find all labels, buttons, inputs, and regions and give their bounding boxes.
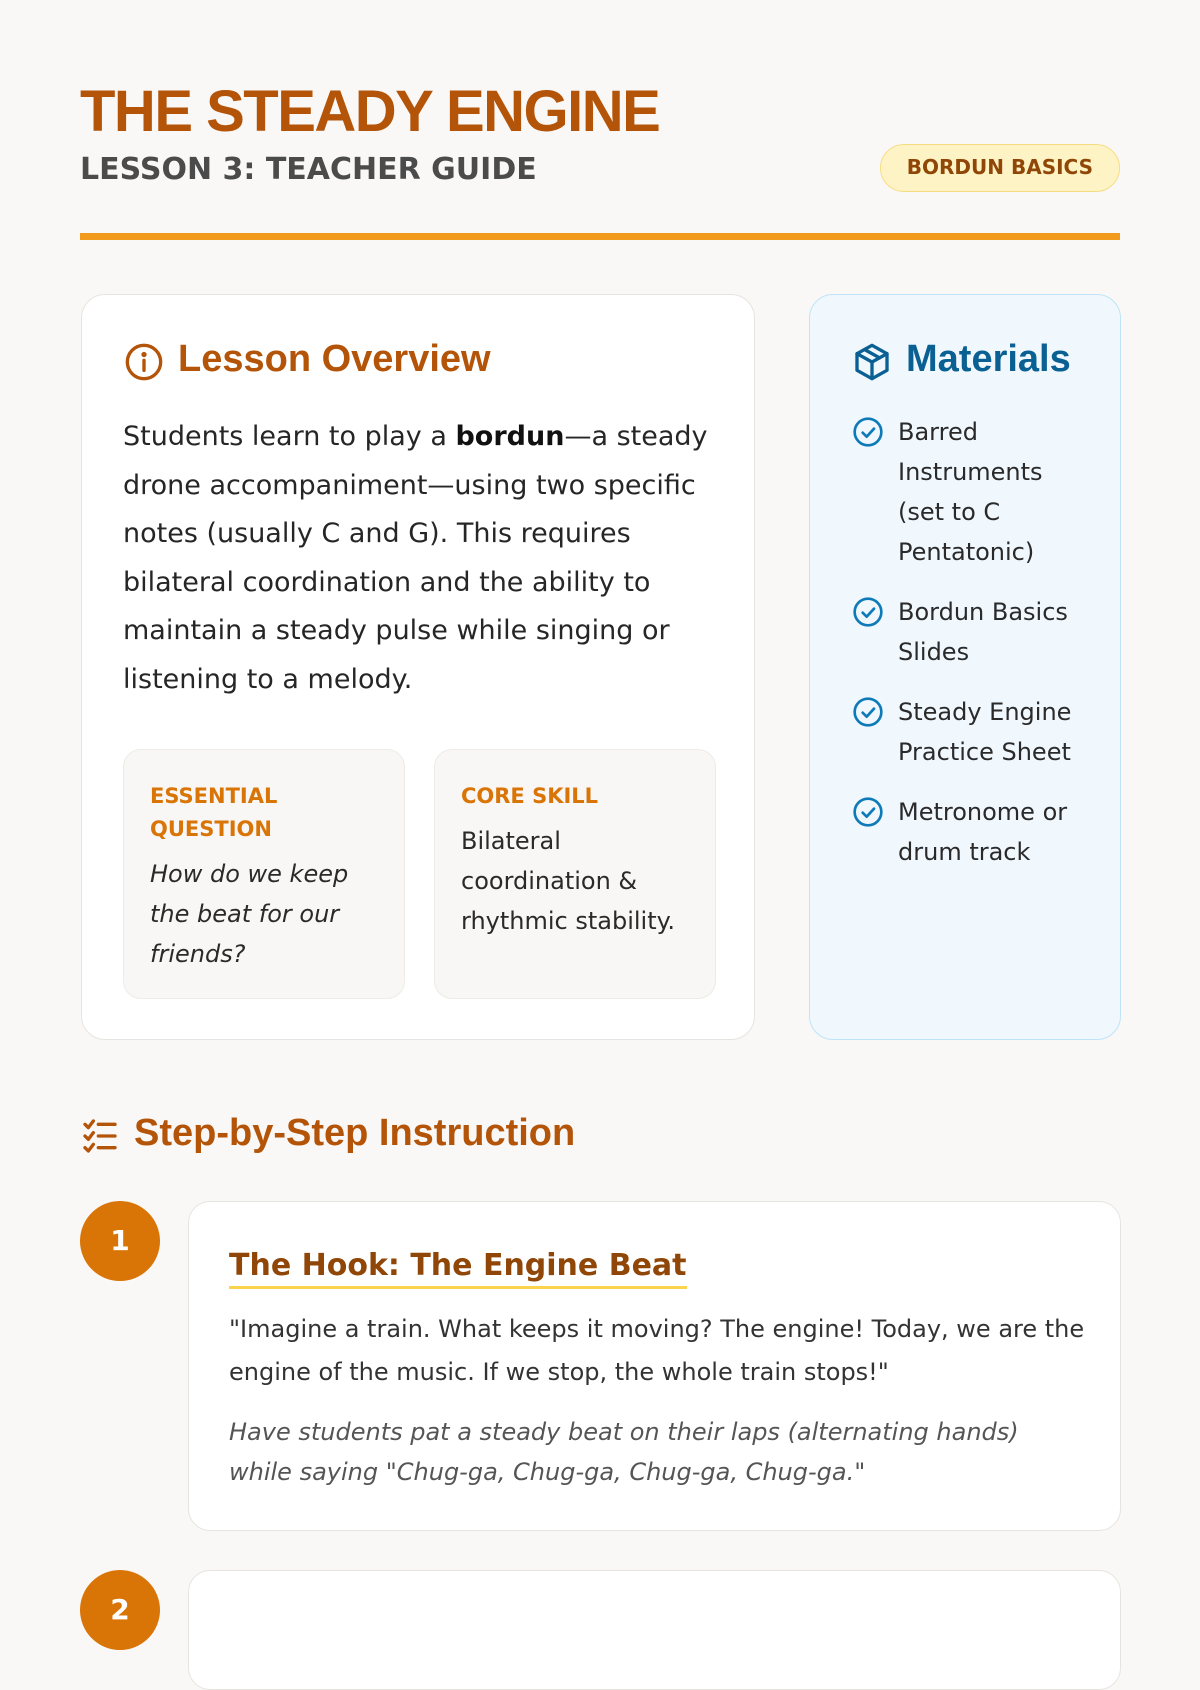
core-skill-label: CORE SKILL xyxy=(461,784,599,808)
check-circle-icon xyxy=(852,416,884,448)
materials-heading xyxy=(852,336,1071,382)
step-card xyxy=(188,1201,1121,1531)
essential-question-text: How do we keep the beat for our friends? xyxy=(150,860,349,968)
materials-list xyxy=(852,412,1092,892)
instruction-title: Step-by-Step Instruction xyxy=(134,1112,576,1154)
checklist-icon xyxy=(80,1116,120,1156)
essential-question-label: ESSENTIAL QUESTION xyxy=(150,784,278,841)
list-item xyxy=(852,692,1092,772)
step-number-badge: 1 xyxy=(80,1201,160,1281)
material-label: Metronome or drum track xyxy=(898,798,1068,866)
check-circle-icon xyxy=(852,696,884,728)
box-icon xyxy=(852,342,892,382)
info-circle-icon xyxy=(124,342,164,382)
overview-bold-term: bordun xyxy=(455,421,565,452)
materials-title: Materials xyxy=(906,338,1071,380)
overview-text-end: —a steady drone accompaniment—using two specific notes (usually C and G). This requires bilateral coordination and the ability to maintain a steady pulse while singing or listening to a melody. xyxy=(123,421,708,695)
material-label: Bordun Basics Slides xyxy=(898,598,1068,666)
lesson-overview-heading xyxy=(124,336,491,382)
step-title: The Hook: The Engine Beat xyxy=(229,1246,687,1289)
page-subtitle: LESSON 3: TEACHER GUIDE xyxy=(80,152,537,187)
material-label: Steady Engine Practice Sheet xyxy=(898,698,1072,766)
lesson-overview-title: Lesson Overview xyxy=(178,338,491,380)
list-item xyxy=(852,592,1092,672)
step-quote: "Imagine a train. What keeps it moving? The engine! Today, we are the engine of the music. If we stop, the whole train stops!" xyxy=(229,1315,1085,1386)
step-card xyxy=(188,1570,1121,1690)
header xyxy=(80,79,1120,187)
lesson-overview-card xyxy=(81,294,755,1040)
essential-question-box xyxy=(123,749,405,999)
materials-card xyxy=(809,294,1121,1040)
page-title: THE STEADY ENGINE xyxy=(80,79,660,144)
overview-text-start: Students learn to play a xyxy=(123,421,456,452)
material-label: Barred Instruments (set to C Pentatonic) xyxy=(898,418,1043,566)
list-item xyxy=(852,412,1092,572)
check-circle-icon xyxy=(852,596,884,628)
header-divider xyxy=(80,233,1120,240)
step-note: Have students pat a steady beat on their laps (alternating hands) while saying "Chug-ga, Chug-ga, Chug-ga, Chug-ga." xyxy=(229,1418,1019,1486)
core-skill-text: Bilateral coordination & rhythmic stability. xyxy=(461,827,676,935)
topic-badge: BORDUN BASICS xyxy=(880,144,1120,192)
step-number-badge: 2 xyxy=(80,1570,160,1650)
core-skill-box xyxy=(434,749,716,999)
instruction-heading xyxy=(80,1110,575,1156)
list-item xyxy=(852,792,1092,872)
check-circle-icon xyxy=(852,796,884,828)
overview-paragraph xyxy=(123,413,713,704)
